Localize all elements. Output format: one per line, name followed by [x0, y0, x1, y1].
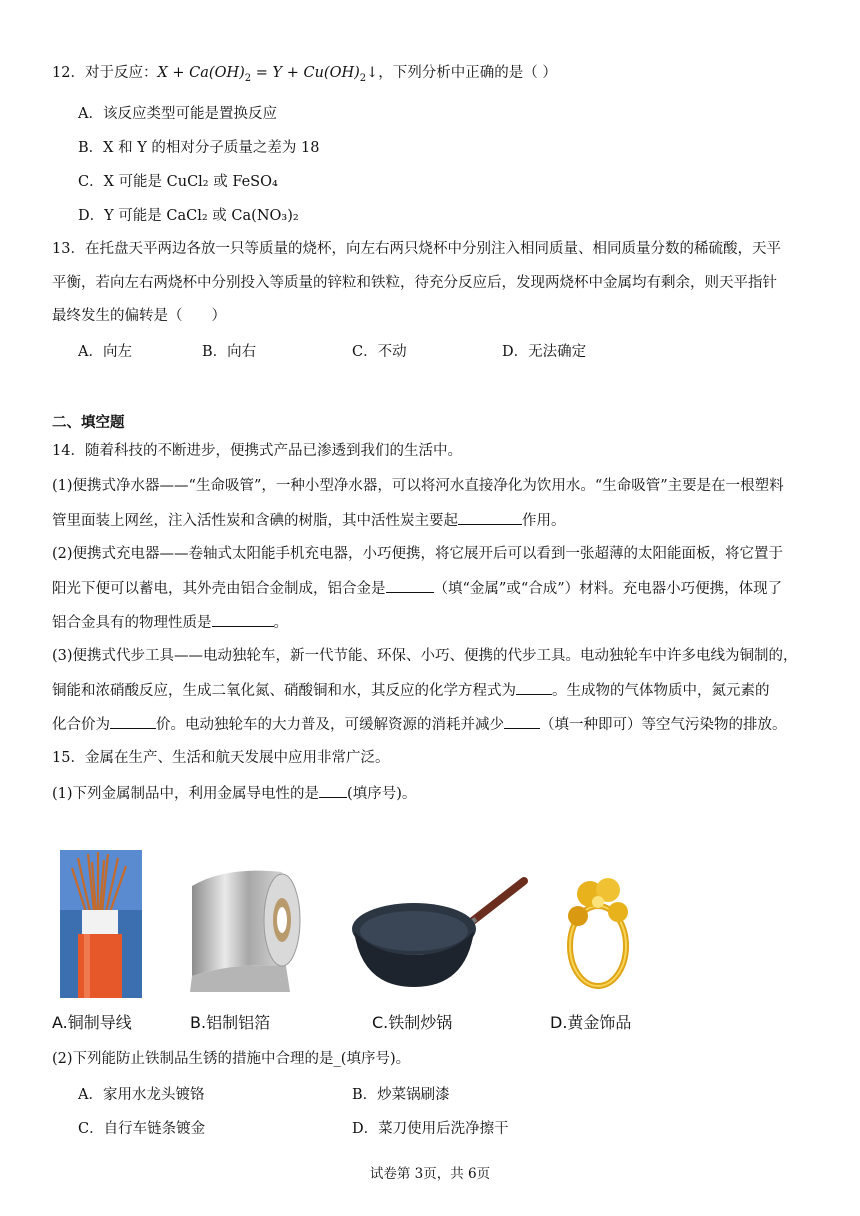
q14-p1-line-2 — [52, 508, 820, 532]
answer-blank[interactable] — [386, 576, 434, 593]
aluminum-foil-image — [186, 866, 306, 994]
precipitate-arrow-icon: ↓ — [366, 65, 379, 81]
answer-blank[interactable] — [319, 781, 347, 798]
q15-p1 — [52, 781, 820, 805]
text: (填序号)。 — [347, 786, 417, 802]
q15-option-d: D．菜刀使用后洗净擦干 — [352, 1121, 509, 1137]
q15-p2: (2)下列能防止铁制品生锈的措施中合理的是_(填序号)。 — [52, 1051, 411, 1067]
text: 管里面装上网丝，注入活性炭和含碘的树脂，其中活性炭主要起 — [52, 513, 458, 529]
q15-option-a: A．家用水龙头镀铬 — [78, 1087, 205, 1103]
q12-option-b: B．X 和 Y 的相对分子质量之差为 18 — [78, 140, 320, 156]
q12-tail: ，下列分析中正确的是（ ） — [378, 65, 557, 81]
q13-option-a: A．向左 — [78, 344, 132, 360]
eq-cu: Cu — [303, 65, 324, 81]
answer-blank[interactable] — [212, 610, 274, 627]
q13-option-d: D．无法确定 — [502, 344, 587, 360]
gold-ring-image — [560, 872, 636, 990]
answer-blank[interactable] — [458, 508, 522, 525]
q15-option-b: B．炒菜锅刷漆 — [352, 1087, 450, 1103]
caption-a: A.铜制导线 — [52, 1013, 132, 1032]
q15-options-row-2 — [78, 1117, 798, 1139]
page-footer: 试卷第 3页，共 6页 — [369, 1166, 491, 1182]
text: (1)下列金属制品中，利用金属导电性的是 — [52, 786, 320, 802]
q12-option-c: C．X 可能是 CuCl₂ 或 FeSO₄ — [78, 174, 278, 190]
q15-option-c: C．自行车链条镀金 — [78, 1121, 206, 1137]
q13-option-b: B．向右 — [202, 344, 257, 360]
q14-p2-line-2 — [52, 576, 820, 600]
answer-blank[interactable] — [516, 678, 552, 695]
eq-plus: + — [172, 65, 185, 81]
q12-option-a: A．该反应类型可能是置换反应 — [78, 106, 277, 122]
q13-line-3: 最终发生的偏转是（ ） — [52, 308, 226, 324]
text: 铜能和浓硝酸反应，生成二氧化氮、硝酸铜和水，其反应的化学方程式为 — [52, 683, 516, 699]
eq-y: Y — [272, 65, 283, 81]
eq-sub: 2 — [244, 73, 252, 84]
text: 。生成物的气体物质中，氮元素的 — [552, 683, 770, 699]
q14-p3-line-2 — [52, 678, 820, 702]
answer-blank[interactable] — [504, 712, 540, 729]
q14-p3-line-1: (3)便携式代步工具——电动独轮车，新一代节能、环保、小巧、便携的代步工具。电动独轮车中许多电线为铜制的， — [52, 648, 798, 664]
iron-wok-image — [352, 875, 532, 995]
text: 价。电动独轮车的大力普及，可缓解资源的消耗并减少 — [156, 717, 504, 733]
text: 阳光下便可以蓄电，其外壳由铝合金制成，铝合金是 — [52, 581, 386, 597]
q13-option-c: C．不动 — [352, 344, 407, 360]
q14-intro: 14．随着科技的不断进步，便携式产品已渗透到我们的生活中。 — [52, 443, 462, 459]
q14-p3-line-3 — [52, 712, 820, 736]
eq-ca: Ca — [189, 65, 209, 81]
section-title: 二、填空题 — [52, 414, 125, 431]
text: 铝合金具有的物理性质是 — [52, 615, 212, 631]
caption-b: B.铝制铝箔 — [190, 1013, 271, 1032]
q15-options-row-1 — [78, 1083, 798, 1105]
caption-d: D.黄金饰品 — [550, 1013, 632, 1032]
eq-x: X — [157, 65, 168, 81]
q13-line-2: 平衡，若向左右两烧杯中分别投入等质量的锌粒和铁粒，待充分反应后，发现两烧杯中金属均有剩余，则天平指针 — [52, 275, 777, 291]
eq-oh: (OH) — [323, 65, 360, 81]
q12-option-d: D．Y 可能是 CaCl₂ 或 Ca(NO₃)₂ — [78, 208, 299, 224]
q14-p1-line-1: (1)便携式净水器——“生命吸管”，一种小型净水器，可以将河水直接净化为饮用水。“生命吸管”主要是在一根塑料 — [52, 478, 784, 494]
q12-lead: 对于反应： — [84, 65, 158, 81]
text: 。 — [273, 615, 288, 631]
eq-equals: = — [255, 65, 268, 81]
text: 化合价为 — [52, 717, 110, 733]
q12-number: 12． — [52, 65, 85, 81]
answer-blank[interactable] — [110, 712, 156, 729]
q14-p2-line-3 — [52, 610, 820, 634]
q14-p2-line-1: (2)便携式充电器——卷轴式太阳能手机充电器，小巧便携，将它展开后可以看到一张超薄的太阳能面板，将它置于 — [52, 546, 784, 562]
eq-plus: + — [286, 65, 299, 81]
text: （填一种即可）等空气污染物的排放。 — [540, 717, 787, 733]
text: 作用。 — [522, 513, 566, 529]
eq-sub: 2 — [359, 73, 367, 84]
copper-wire-image — [60, 850, 142, 998]
q15-intro: 15．金属在生产、生活和航天发展中应用非常广泛。 — [52, 750, 390, 766]
caption-c: C.铁制炒锅 — [372, 1013, 453, 1032]
text: （填“金属”或“合成”）材料。充电器小巧便携，体现了 — [433, 581, 783, 597]
q12-stem — [52, 62, 820, 86]
q13-line-1: 13．在托盘天平两边各放一只等质量的烧杯，向左右两只烧杯中分别注入相同质量、相同质量分数的稀硫酸，天平 — [52, 241, 781, 257]
q13-options — [78, 340, 798, 362]
q12-equation — [157, 65, 379, 84]
eq-oh: (OH) — [208, 65, 245, 81]
